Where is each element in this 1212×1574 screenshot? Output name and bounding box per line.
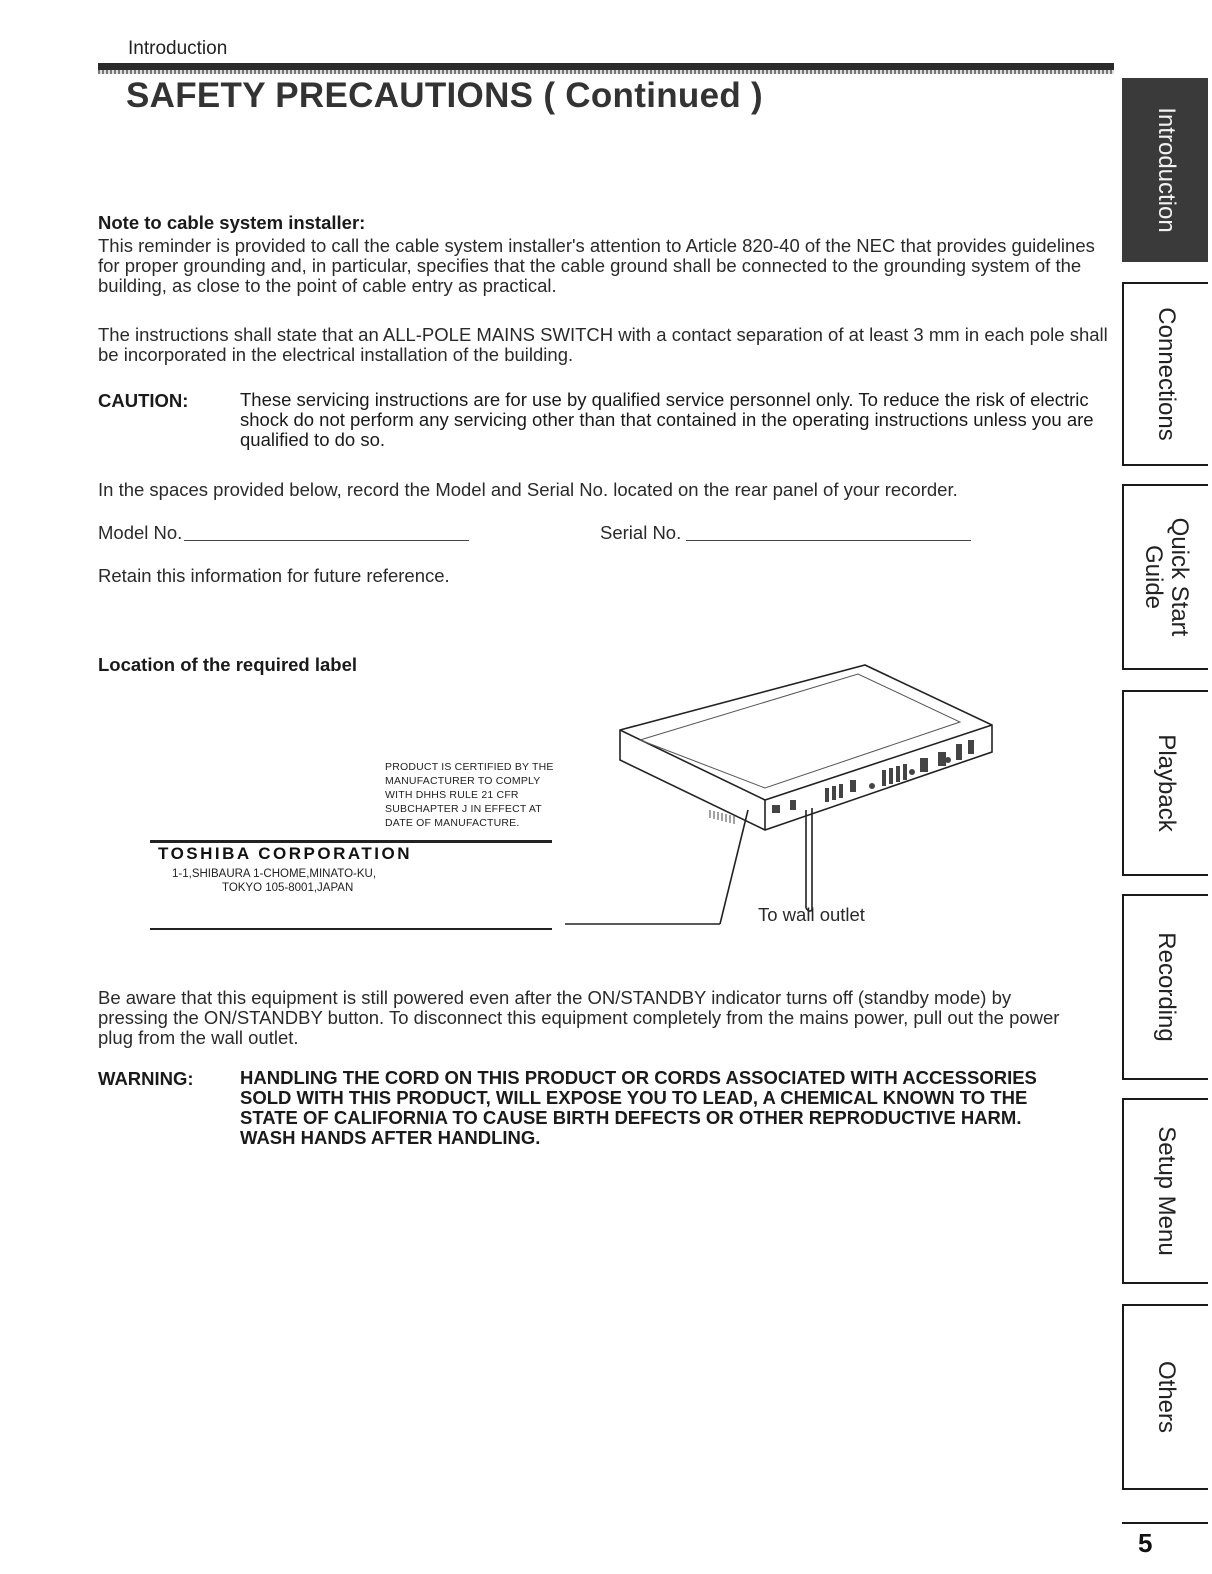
cert-line: DATE OF MANUFACTURE.: [385, 817, 520, 829]
page-number-rule: [1122, 1522, 1208, 1524]
corporation-address-line2: TOKYO 105-8001,JAPAN: [222, 882, 354, 894]
model-no-field[interactable]: [184, 540, 469, 541]
certification-text: [385, 760, 554, 830]
recorder-illustration: [560, 660, 1000, 930]
mains-switch-text: The instructions shall state that an ALL-POLE MAINS SWITCH with a contact separation of at least 3 mm in each pole shall be incorporated in the electrical installation of the building.: [98, 324, 1108, 365]
recorder-top-edge: [620, 725, 992, 800]
tab-setup-menu[interactable]: [1122, 1098, 1208, 1284]
tab-introduction[interactable]: [1122, 78, 1208, 262]
leader-line-diagonal: [720, 810, 748, 924]
tab-label: Setup Menu: [1153, 1126, 1180, 1256]
power-cord: [806, 808, 812, 911]
cert-line: SUBCHAPTER J IN EFFECT AT: [385, 803, 542, 815]
tab-label: Others: [1153, 1360, 1180, 1434]
serial-no-label: Serial No.: [600, 522, 682, 543]
standby-text: Be aware that this equipment is still powered even after the ON/STANDBY indicator turns off (standby mode) by pressing the ON/STANDBY button. To disconnect this equipment completely from the mains power, pull out the power plug from the wall outlet.: [98, 987, 1060, 1048]
tab-playback[interactable]: [1122, 690, 1208, 876]
tab-label: Recording: [1153, 932, 1180, 1042]
wall-outlet-caption: To wall outlet: [758, 904, 865, 925]
page-title: SAFETY PRECAUTIONS ( Continued ): [126, 76, 764, 115]
record-intro: In the spaces provided below, record the Model and Serial No. located on the rear panel of your recorder.: [98, 479, 958, 500]
rear-vent: [710, 810, 734, 824]
tab-label: Connections: [1153, 307, 1180, 441]
corporation-address-line1: 1-1,SHIBAURA 1-CHOME,MINATO-KU,: [172, 868, 377, 880]
caution-label: CAUTION:: [98, 390, 189, 411]
installer-note-text: This reminder is provided to call the cable system installer's attention to Article 820-40 of the NEC that provides guidelines for proper grounding and, in particular, specifies that the cable ground shall be connected to the grounding system of the building, as close to the point of cable entry as practical.: [98, 235, 1095, 296]
tab-recording[interactable]: [1122, 894, 1208, 1080]
section-label: Introduction: [128, 38, 228, 59]
retain-text: Retain this information for future reference.: [98, 565, 450, 586]
tab-label: Playback: [1153, 734, 1180, 832]
title-rule: [98, 63, 1114, 70]
corporation-name: TOSHIBA CORPORATION: [158, 844, 413, 863]
tab-quick-start-guide[interactable]: [1122, 484, 1208, 670]
warning-text: HANDLING THE CORD ON THIS PRODUCT OR CORDS ASSOCIATED WITH ACCESSORIES SOLD WITH THIS PRODUCT, WILL EXPOSE YOU TO LEAD, A CHEMICAL KNOWN TO THE STATE OF CALIFORNIA TO CAUSE BIRTH DEFECTS OR OTHER REPRODUCTIVE HARM. WASH HANDS AFTER HANDLING.: [240, 1067, 1037, 1148]
cert-line: PRODUCT IS CERTIFIED BY THE: [385, 761, 554, 773]
cert-line: WITH DHHS RULE 21 CFR: [385, 789, 519, 801]
model-no-label: Model No.: [98, 522, 183, 543]
tab-label: Quick Start Guide: [1140, 517, 1193, 637]
page-number: 5: [1138, 1528, 1153, 1558]
label-bottom-rule: [150, 928, 552, 930]
tab-connections[interactable]: [1122, 282, 1208, 466]
title-rule-shade: [98, 70, 1114, 74]
caution-text: These servicing instructions are for use by qualified service personnel only. To reduce the risk of electric shock do not perform any servicing other than that contained in the operating instructions unless you are qualified to do so.: [240, 389, 1094, 450]
label-top-rule: [150, 840, 552, 843]
label-location-heading: Location of the required label: [98, 654, 358, 675]
tab-label: Introduction: [1153, 107, 1180, 233]
tab-others[interactable]: [1122, 1304, 1208, 1490]
warning-label: WARNING:: [98, 1068, 194, 1089]
installer-note-heading: Note to cable system installer:: [98, 212, 366, 233]
serial-no-field[interactable]: [686, 540, 971, 541]
cert-line: MANUFACTURER TO COMPLY: [385, 775, 541, 787]
